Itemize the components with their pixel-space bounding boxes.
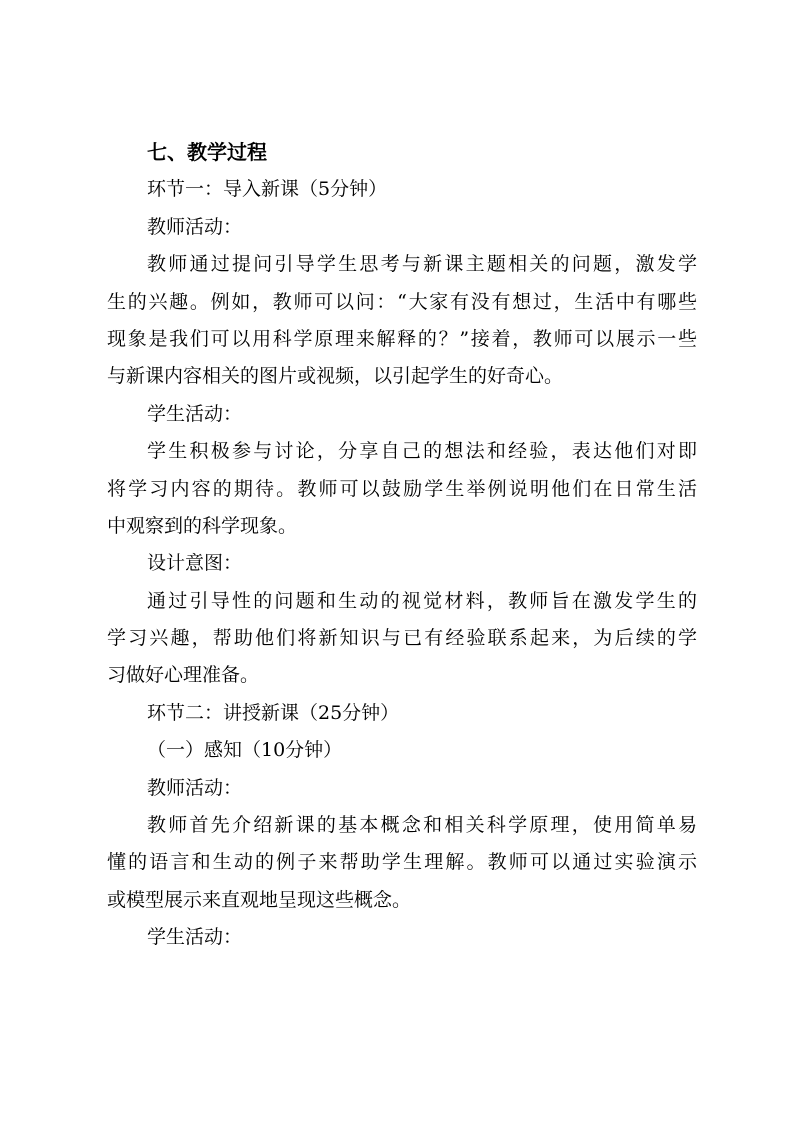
stage1-teacher-label: 教师活动： <box>147 215 243 238</box>
stage1-design-line-2: 学习兴趣，帮助他们将新知识与已有经验联系起来，为后续的学 <box>107 627 697 650</box>
stage2-student-label: 学生活动： <box>147 926 243 949</box>
stage1-student-label: 学生活动： <box>147 402 243 425</box>
document-body <box>107 136 697 953</box>
section-heading: 七、教学过程 <box>147 140 267 164</box>
stage1-teacher-line-4: 与新课内容相关的图片或视频，以引起学生的好奇心。 <box>107 365 564 388</box>
stage1-design-line-1: 通过引导性的问题和生动的视觉材料，教师旨在激发学生的 <box>147 589 697 612</box>
stage1-teacher-line-3: 现象是我们可以用科学原理来解释的？”接着，教师可以展示一些 <box>107 327 697 350</box>
stage1-teacher-line-1: 教师通过提问引导学生思考与新课主题相关的问题，激发学 <box>147 253 697 276</box>
stage1-teacher-line-2: 生的兴趣。例如，教师可以问：“大家有没有想过，生活中有哪些 <box>107 290 697 313</box>
stage2-teacher-line-2: 懂的语言和生动的例子来帮助学生理解。教师可以通过实验演示 <box>107 851 697 874</box>
stage1-design-label: 设计意图： <box>147 552 243 575</box>
stage1-student-line-3: 中观察到的科学现象。 <box>107 514 298 537</box>
stage1-design-line-3: 习做好心理准备。 <box>107 664 260 687</box>
stage1-student-line-1: 学生积极参与讨论，分享自己的想法和经验，表达他们对即 <box>147 440 697 463</box>
stage2-title: 环节二：讲授新课（25分钟） <box>147 701 400 724</box>
stage2-teacher-line-1: 教师首先介绍新课的基本概念和相关科学原理，使用简单易 <box>147 814 697 837</box>
stage2-teacher-label: 教师活动： <box>147 776 243 799</box>
stage2-teacher-line-3: 或模型展示来直观地呈现这些概念。 <box>107 888 412 911</box>
stage1-student-line-2: 将学习内容的期待。教师可以鼓励学生举例说明他们在日常生活 <box>107 477 697 500</box>
stage2-sub1-title: （一）感知（10分钟） <box>147 739 343 762</box>
stage1-title: 环节一：导入新课（5分钟） <box>147 178 388 201</box>
